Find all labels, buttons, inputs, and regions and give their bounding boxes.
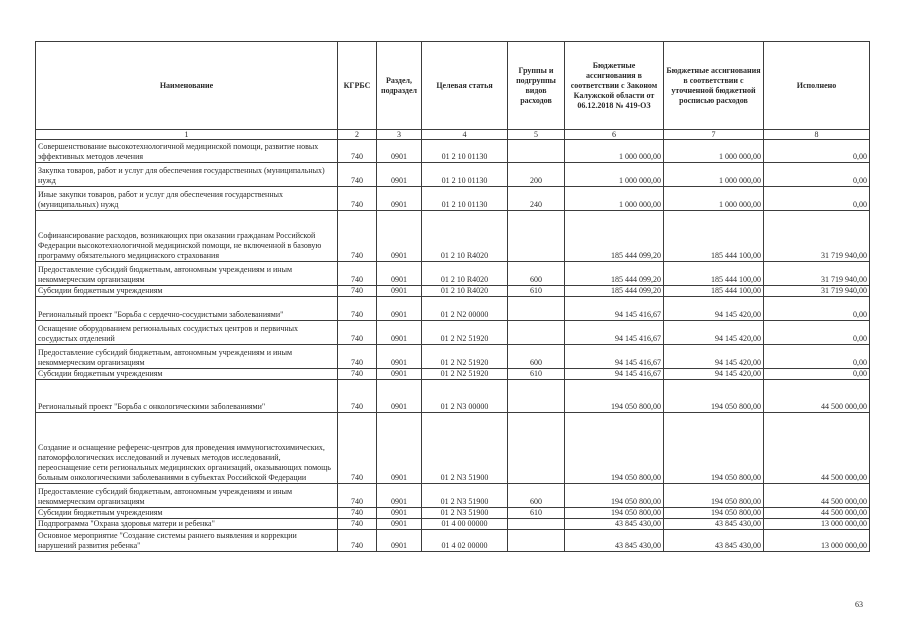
cell-kgrbs: 740 [338,508,377,519]
cell-target: 01 2 N2 51920 [422,369,508,380]
cell-target: 01 4 00 00000 [422,519,508,530]
cell-kgrbs: 740 [338,262,377,286]
column-number: 8 [764,130,870,140]
cell-executed: 0,00 [764,297,870,321]
page-number: 63 [855,600,863,609]
table-row [36,286,870,297]
cell-razdel: 0901 [377,484,422,508]
cell-razdel: 0901 [377,369,422,380]
column-number: 6 [565,130,664,140]
cell-executed: 44 500 000,00 [764,380,870,413]
cell-target: 01 4 02 00000 [422,530,508,552]
cell-razdel: 0901 [377,163,422,187]
cell-name: Иные закупки товаров, работ и услуг для обеспечения государственных (муниципальных) нужд [36,187,338,211]
cell-name: Создание и оснащение референс-центров для проведения иммуногистохимических, патоморфологических исследований и лучевых методов исследований, переоснащение сети региональных медицинских организаций, оказывающих помощь больным онкологическими заболеваниями в субъектах Российской Федерации [36,413,338,484]
cell-law: 1 000 000,00 [565,140,664,163]
cell-refined: 185 444 100,00 [664,286,764,297]
column-number: 7 [664,130,764,140]
column-numbers-row [36,130,870,140]
cell-group: 600 [508,262,565,286]
cell-target: 01 2 N2 00000 [422,297,508,321]
table-body [36,140,870,552]
cell-refined: 185 444 100,00 [664,211,764,262]
cell-kgrbs: 740 [338,140,377,163]
cell-law: 185 444 099,20 [565,211,664,262]
cell-law: 1 000 000,00 [565,187,664,211]
header-executed: Исполнено [764,42,870,130]
cell-refined: 1 000 000,00 [664,187,764,211]
header-law: Бюджетные ассигнования в соответствии с Законом Калужской области от 06.12.2018 № 419-ОЗ [565,42,664,130]
column-number: 2 [338,130,377,140]
cell-razdel: 0901 [377,140,422,163]
cell-target: 01 2 N3 51900 [422,413,508,484]
cell-target: 01 2 10 01130 [422,163,508,187]
cell-target: 01 2 N2 51920 [422,345,508,369]
cell-law: 94 145 416,67 [565,321,664,345]
cell-group [508,519,565,530]
cell-law: 43 845 430,00 [565,530,664,552]
cell-razdel: 0901 [377,530,422,552]
header-target: Целевая статья [422,42,508,130]
cell-razdel: 0901 [377,297,422,321]
cell-kgrbs: 740 [338,297,377,321]
cell-executed: 13 000 000,00 [764,530,870,552]
table-row [36,297,870,321]
cell-name: Основное мероприятие "Создание системы раннего выявления и коррекции нарушений развития ребенка" [36,530,338,552]
cell-group [508,530,565,552]
cell-group [508,413,565,484]
cell-target: 01 2 10 R4020 [422,262,508,286]
table-row [36,262,870,286]
cell-refined: 194 050 800,00 [664,413,764,484]
cell-law: 185 444 099,20 [565,262,664,286]
cell-kgrbs: 740 [338,345,377,369]
cell-name: Софинансирование расходов, возникающих при оказании гражданам Российской Федерации высокотехнологичной медицинской помощи, не включенной в базовую программу обязательного медицинского страхования [36,211,338,262]
column-number: 3 [377,130,422,140]
cell-target: 01 2 N3 00000 [422,380,508,413]
cell-executed: 44 500 000,00 [764,484,870,508]
cell-kgrbs: 740 [338,413,377,484]
cell-kgrbs: 740 [338,187,377,211]
table-row [36,413,870,484]
cell-refined: 194 050 800,00 [664,380,764,413]
cell-group: 610 [508,508,565,519]
cell-razdel: 0901 [377,508,422,519]
cell-kgrbs: 740 [338,369,377,380]
cell-law: 1 000 000,00 [565,163,664,187]
cell-law: 185 444 099,20 [565,286,664,297]
cell-target: 01 2 N2 51920 [422,321,508,345]
cell-group: 610 [508,369,565,380]
header-kgrbs: КГРБС [338,42,377,130]
cell-executed: 0,00 [764,187,870,211]
cell-name: Субсидии бюджетным учреждениям [36,286,338,297]
cell-name: Оснащение оборудованием региональных сосудистых центров и первичных сосудистых отделений [36,321,338,345]
cell-target: 01 2 10 01130 [422,187,508,211]
cell-law: 94 145 416,67 [565,369,664,380]
cell-razdel: 0901 [377,286,422,297]
cell-kgrbs: 740 [338,321,377,345]
cell-law: 194 050 800,00 [565,413,664,484]
cell-refined: 194 050 800,00 [664,508,764,519]
column-number: 5 [508,130,565,140]
cell-group [508,380,565,413]
cell-razdel: 0901 [377,321,422,345]
cell-law: 194 050 800,00 [565,484,664,508]
table-row [36,140,870,163]
table-row [36,519,870,530]
cell-executed: 31 719 940,00 [764,262,870,286]
table-row [36,163,870,187]
cell-refined: 185 444 100,00 [664,262,764,286]
table-row [36,187,870,211]
cell-group [508,297,565,321]
cell-group: 600 [508,484,565,508]
cell-target: 01 2 N3 51900 [422,484,508,508]
header-razdel: Раздел, подраздел [377,42,422,130]
cell-group: 610 [508,286,565,297]
cell-group: 200 [508,163,565,187]
cell-refined: 94 145 420,00 [664,297,764,321]
table-row [36,211,870,262]
column-number: 1 [36,130,338,140]
cell-law: 43 845 430,00 [565,519,664,530]
cell-kgrbs: 740 [338,380,377,413]
cell-executed: 0,00 [764,140,870,163]
table-row [36,508,870,519]
cell-executed: 0,00 [764,321,870,345]
cell-refined: 43 845 430,00 [664,530,764,552]
cell-group [508,140,565,163]
cell-law: 194 050 800,00 [565,508,664,519]
cell-target: 01 2 10 01130 [422,140,508,163]
table-row [36,530,870,552]
cell-executed: 31 719 940,00 [764,211,870,262]
cell-refined: 94 145 420,00 [664,369,764,380]
cell-razdel: 0901 [377,187,422,211]
header-name: Наименование [36,42,338,130]
cell-refined: 94 145 420,00 [664,345,764,369]
cell-law: 194 050 800,00 [565,380,664,413]
cell-executed: 31 719 940,00 [764,286,870,297]
cell-name: Предоставление субсидий бюджетным, автономным учреждениям и иным некоммерческим организациям [36,484,338,508]
cell-executed: 44 500 000,00 [764,508,870,519]
cell-law: 94 145 416,67 [565,345,664,369]
cell-law: 94 145 416,67 [565,297,664,321]
cell-name: Региональный проект "Борьба с сердечно-сосудистыми заболеваниями" [36,297,338,321]
cell-razdel: 0901 [377,345,422,369]
table-row [36,380,870,413]
table-row [36,484,870,508]
cell-name: Закупка товаров, работ и услуг для обеспечения государственных (муниципальных) нужд [36,163,338,187]
cell-group: 240 [508,187,565,211]
cell-kgrbs: 740 [338,484,377,508]
cell-name: Предоставление субсидий бюджетным, автономным учреждениям и иным некоммерческим организациям [36,262,338,286]
cell-kgrbs: 740 [338,211,377,262]
cell-refined: 1 000 000,00 [664,163,764,187]
cell-razdel: 0901 [377,380,422,413]
cell-executed: 0,00 [764,369,870,380]
cell-refined: 43 845 430,00 [664,519,764,530]
header-row [36,42,870,130]
cell-name: Предоставление субсидий бюджетным, автономным учреждениям и иным некоммерческим организациям [36,345,338,369]
cell-razdel: 0901 [377,519,422,530]
cell-group [508,211,565,262]
budget-table [35,41,870,552]
cell-name: Субсидии бюджетным учреждениям [36,369,338,380]
cell-target: 01 2 10 R4020 [422,286,508,297]
cell-executed: 13 000 000,00 [764,519,870,530]
cell-name: Подпрограмма "Охрана здоровья матери и ребенка" [36,519,338,530]
cell-name: Региональный проект "Борьба с онкологическими заболеваниями" [36,380,338,413]
cell-group [508,321,565,345]
cell-executed: 0,00 [764,345,870,369]
table-row [36,369,870,380]
cell-target: 01 2 10 R4020 [422,211,508,262]
cell-kgrbs: 740 [338,286,377,297]
cell-executed: 0,00 [764,163,870,187]
table-row [36,345,870,369]
cell-executed: 44 500 000,00 [764,413,870,484]
cell-razdel: 0901 [377,262,422,286]
header-groups: Группы и подгруппы видов расходов [508,42,565,130]
cell-refined: 194 050 800,00 [664,484,764,508]
cell-refined: 94 145 420,00 [664,321,764,345]
cell-name: Совершенствование высокотехнологичной медицинской помощи, развитие новых эффективных методов лечения [36,140,338,163]
column-number: 4 [422,130,508,140]
cell-razdel: 0901 [377,413,422,484]
cell-kgrbs: 740 [338,163,377,187]
cell-group: 600 [508,345,565,369]
header-refined: Бюджетные ассигнования в соответствии с уточненной бюджетной росписью расходов [664,42,764,130]
cell-kgrbs: 740 [338,519,377,530]
cell-kgrbs: 740 [338,530,377,552]
cell-razdel: 0901 [377,211,422,262]
table-row [36,321,870,345]
cell-refined: 1 000 000,00 [664,140,764,163]
cell-target: 01 2 N3 51900 [422,508,508,519]
cell-name: Субсидии бюджетным учреждениям [36,508,338,519]
